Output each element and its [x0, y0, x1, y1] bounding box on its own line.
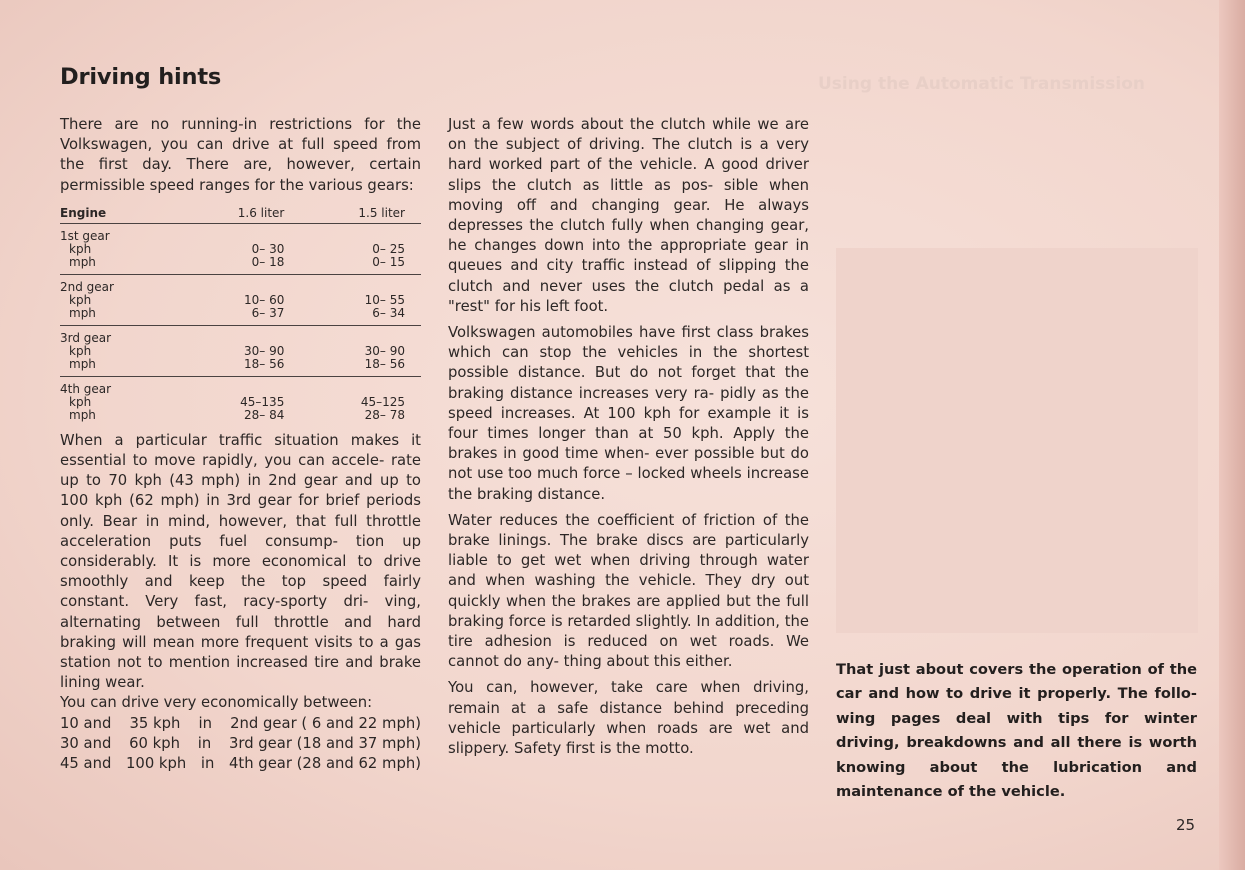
list-item: [60, 714, 421, 734]
table-cell: 45–125: [360, 394, 405, 409]
engine-15-header: 1.5 liter: [300, 207, 421, 224]
engine-header: Engine: [60, 207, 180, 224]
economy-in: in: [198, 714, 212, 732]
table-cell: 0– 30: [251, 241, 285, 256]
table-cell: 0– 18: [180, 256, 301, 275]
economy-in: in: [200, 755, 215, 773]
table-cell: 30– 90: [243, 343, 285, 358]
engine-16-header: 1.6 liter: [180, 207, 301, 224]
table-cell: 10– 55: [364, 292, 405, 307]
table-row: [60, 274, 421, 294]
economy-from: 10 and: [60, 714, 112, 732]
economy-list: [60, 714, 421, 775]
table-cell: 6– 34: [300, 307, 421, 326]
intro-paragraph: There are no running-in restrictions for the Volkswagen, you can drive at full speed from the first day. There are, however, certain permissible speed ranges for the various gears:: [60, 116, 421, 194]
unit-label: kph: [69, 394, 92, 409]
table-row: [60, 325, 421, 345]
page-title: Driving hints: [60, 64, 222, 90]
unit-label: kph: [69, 241, 92, 256]
table-cell: 28– 78: [364, 407, 405, 422]
gear-label: 3rd gear: [60, 330, 112, 345]
unit-label: mph: [60, 256, 180, 275]
table-row: [60, 294, 421, 307]
table-row: [60, 396, 421, 409]
table-row: [60, 345, 421, 358]
table-row: [60, 409, 421, 427]
water-paragraph: Water reduces the coefficient of friction of the brake linings. The brake discs are particularly liable to get wet when driving through water and when washing the vehicle. They dry out quickly when the brakes are applied but the full braking force is retarded slightly. In addition, the tire adhesion is reduced on wet roads. We cannot do any- thing about this either.: [448, 511, 809, 671]
table-cell: 10– 60: [243, 292, 285, 307]
column-middle: [448, 115, 809, 759]
bleed-through-image: [836, 248, 1198, 633]
gear-speed-table: [60, 207, 421, 427]
gear-label: 1st gear: [60, 228, 110, 243]
bleed-through-title: Using the Automatic Transmission: [818, 74, 1146, 94]
column-right: [836, 658, 1197, 804]
list-item: [60, 734, 421, 754]
clutch-paragraph: Just a few words about the clutch while we are on the subject of driving. The clutch is a very hard worked part of the vehicle. A good driver slips the clutch as little as pos- sible when moving off and changing gear. He always depresses the clutch fully when changing gear, he changes down into the appropriate gear in queues and city traffic instead of slipping the clutch and never uses the clutch pedal as a "rest" for his left foot.: [448, 116, 809, 315]
list-item: [60, 754, 421, 774]
economy-to: 60 kph: [129, 734, 180, 752]
safety-paragraph: You can, however, take care when driving, remain at a safe distance behind preceding vehicle particularly when roads are wet and slippery. Safety first is the motto.: [448, 679, 809, 758]
page-number: 25: [1176, 816, 1196, 834]
table-cell: 18– 56: [180, 358, 301, 377]
table-cell: 0– 25: [372, 241, 405, 256]
table-row: [60, 243, 421, 256]
table-row: [60, 223, 421, 243]
unit-label: mph: [60, 307, 180, 326]
closing-paragraph: That just about covers the operation of the car and how to drive it properly. The follo- wing pages deal with tips for winter driving, breakdowns and all there is worth knowing about the lubrication and maintenance of the vehicle.: [836, 661, 1197, 801]
column-left: [60, 115, 421, 774]
table-row: [60, 307, 421, 326]
economy-gear: 3rd gear (18 and 37 mph): [228, 734, 421, 752]
unit-label: kph: [69, 343, 92, 358]
brakes-paragraph: Volkswagen automobiles have first class brakes which can stop the vehicles in the shortest possible distance. But do not forget that the braking distance increases very ra- pidly as the speed increases. At 100 kph for example it is four times longer than at 50 kph. Apply the brakes in good time when- ever possible but do not use too much force – locked wheels increase the braking distance.: [448, 324, 809, 503]
economy-from: 45 and: [60, 755, 112, 773]
unit-label: mph: [69, 407, 96, 422]
table-row: [60, 358, 421, 377]
table-cell: 28– 84: [243, 407, 285, 422]
gear-label: 2nd gear: [60, 279, 114, 294]
table-cell: 45–135: [240, 394, 285, 409]
acceleration-paragraph: When a particular traffic situation makes it essential to move rapidly, you can accele- rate up to 70 kph (43 mph) in 2nd gear and up to 100 kph (62 mph) in 3rd gear for brief periods only. Bear in mind, however, that full throttle acceleration puts fuel consump- tion up considerably. It is more economical to drive smoothly and keep the top speed fairly constant. Very fast, racy-sporty dri- ving, alternating between full throttle and hard braking will mean more frequent visits to a gas station not to mention increased tire and brake lining wear.: [60, 431, 421, 692]
page-edge-shadow: [1219, 0, 1245, 870]
gear-label: 4th gear: [60, 381, 112, 396]
table-cell: 30– 90: [364, 343, 405, 358]
table-cell: 18– 56: [300, 358, 421, 377]
table-row: [60, 376, 421, 396]
economy-to: 100 kph: [125, 755, 187, 773]
economy-intro: You can drive very economically between:: [60, 694, 373, 712]
economy-gear: 2nd gear ( 6 and 22 mph): [230, 714, 421, 732]
table-cell: 6– 37: [180, 307, 301, 326]
unit-label: kph: [69, 292, 92, 307]
table-row: [60, 256, 421, 275]
table-cell: 0– 15: [300, 256, 421, 275]
economy-from: 30 and: [60, 734, 112, 752]
economy-gear: 4th gear (28 and 62 mph): [229, 755, 421, 773]
economy-in: in: [197, 734, 212, 752]
table-header-row: [60, 207, 421, 224]
economy-to: 35 kph: [129, 714, 181, 732]
unit-label: mph: [60, 358, 180, 377]
